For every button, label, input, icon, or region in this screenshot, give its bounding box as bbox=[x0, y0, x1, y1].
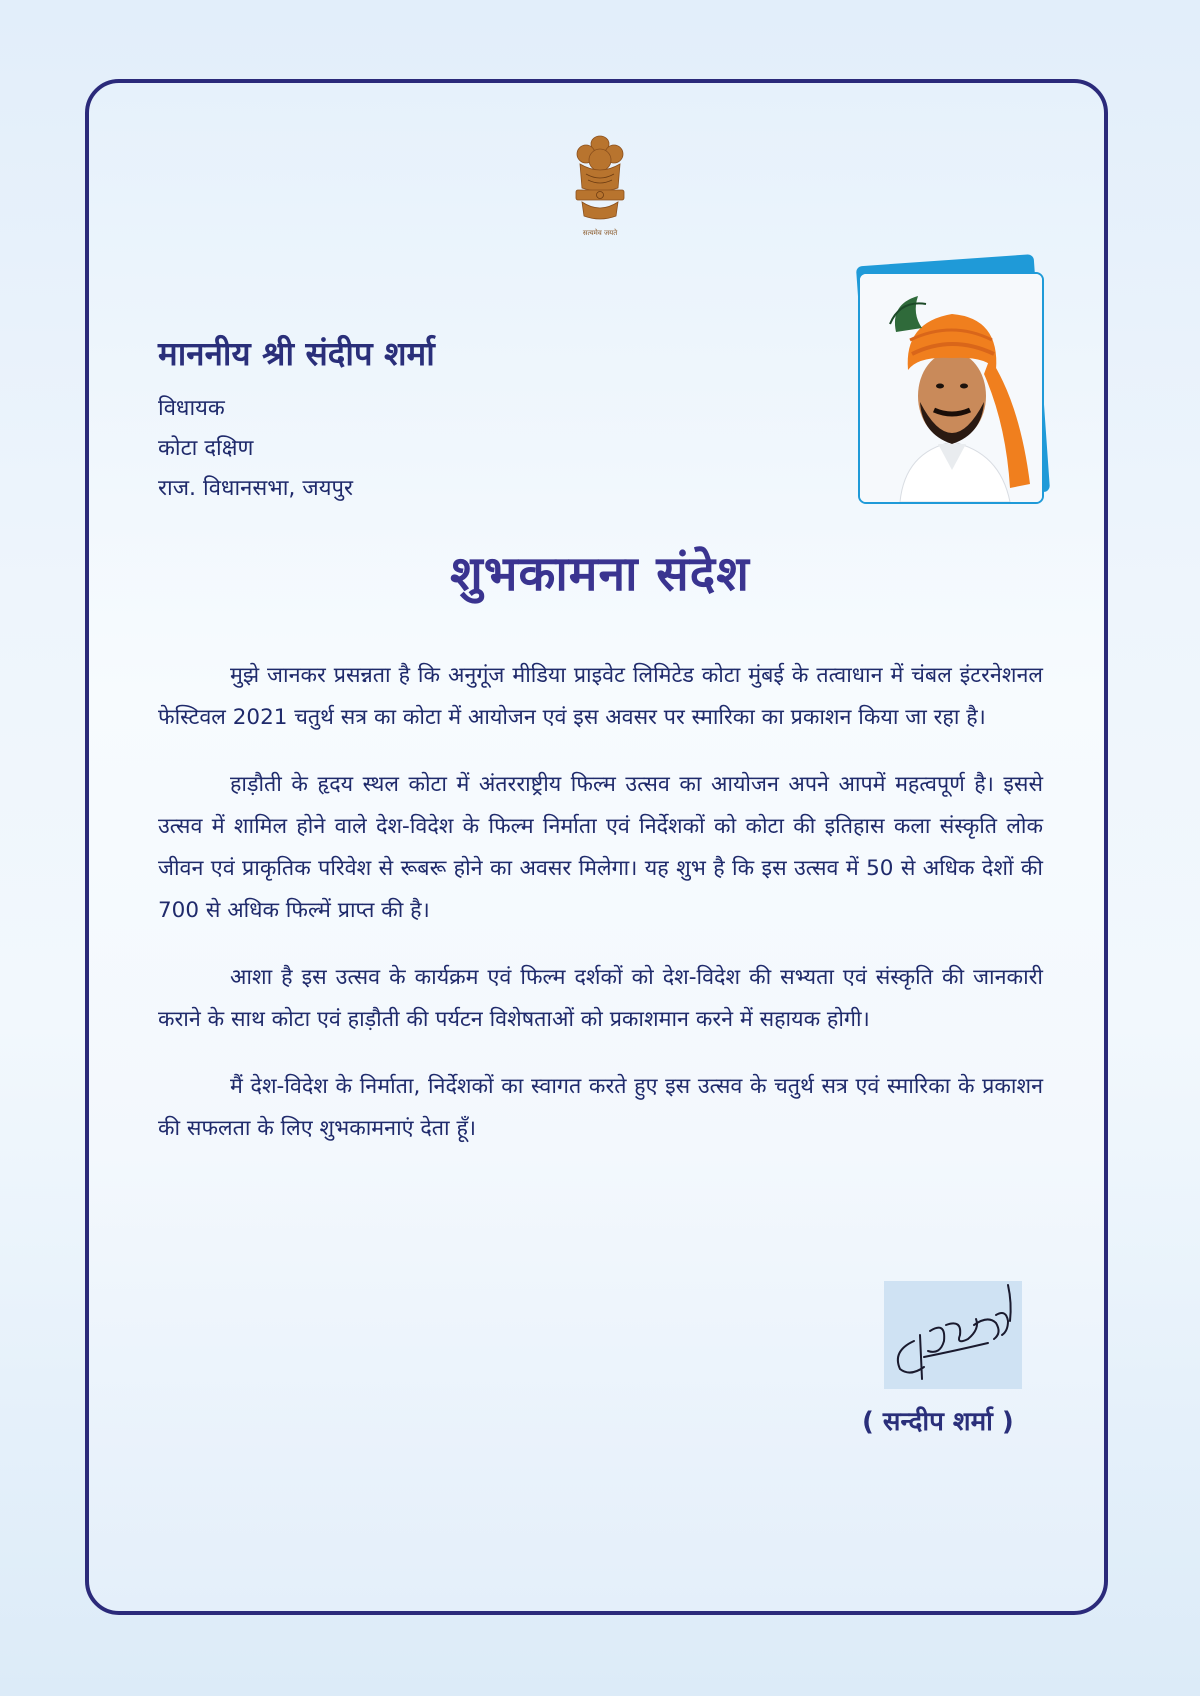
handwritten-signature bbox=[884, 1281, 1022, 1389]
designation-line: विधायक bbox=[158, 396, 225, 421]
message-paragraph: मुझे जानकर प्रसन्नता है कि अनुगूंज मीडिया प्राइवेट लिमिटेड कोटा मुंबई के तत्वाधान में चंबल इंटरनेशनल फेस्टिवल 2021 चतुर्थ सत्र का कोटा में आयोजन एवं इस अवसर पर स्मारिका का प्रकाशन किया जा रहा है। bbox=[158, 663, 1043, 730]
message-body bbox=[158, 655, 1043, 1175]
sender-name: माननीय श्री संदीप शर्मा bbox=[158, 334, 435, 373]
emblem-graphic bbox=[566, 130, 634, 228]
ashoka-emblem-icon bbox=[566, 130, 634, 242]
constituency-line: कोटा दक्षिण bbox=[158, 436, 254, 461]
portrait-illustration bbox=[860, 274, 1042, 502]
sender-block bbox=[158, 330, 435, 509]
message-paragraph: आशा है इस उत्सव के कार्यक्रम एवं फिल्म दर्शकों को देश-विदेश की सभ्यता एवं संस्कृति की जानकारी कराने के साथ कोटा एवं हाड़ौती की पर्यटन विशेषताओं को प्रकाशमान करने में सहायक होगी। bbox=[158, 965, 1043, 1032]
emblem-motto: सत्यमेव जयते bbox=[582, 229, 618, 237]
message-paragraph: मैं देश-विदेश के निर्माता, निर्देशकों का स्वागत करते हुए इस उत्सव के चतुर्थ सत्र एवं स्मारिका के प्रकाशन की सफलता के लिए शुभकामनाएं देता हूँ। bbox=[158, 1074, 1043, 1141]
person-portrait bbox=[858, 272, 1044, 504]
signature-scribble bbox=[884, 1281, 1022, 1389]
assembly-line: राज. विधानसभा, जयपुर bbox=[158, 476, 353, 501]
message-paragraph: हाड़ौती के हृदय स्थल कोटा में अंतरराष्ट्रीय फिल्म उत्सव का आयोजन अपने आपमें महत्वपूर्ण है। इससे उत्सव में शामिल होने वाले देश-विदेश के फिल्म निर्माता एवं निर्देशकों को कोटा की इतिहास कला संस्कृति लोक जीवन एवं प्राकृतिक परिवेश से रूबरू होने का अवसर मिलेगा। यह शुभ है कि इस उत्सव में 50 से अधिक देशों की 700 से अधिक फिल्में प्राप्त की है। bbox=[158, 772, 1043, 923]
page-title: शुभकामना संदेश bbox=[450, 546, 750, 602]
signatory-name: ( सन्दीप शर्मा ) bbox=[862, 1407, 1014, 1437]
portrait-frame bbox=[856, 260, 1046, 505]
